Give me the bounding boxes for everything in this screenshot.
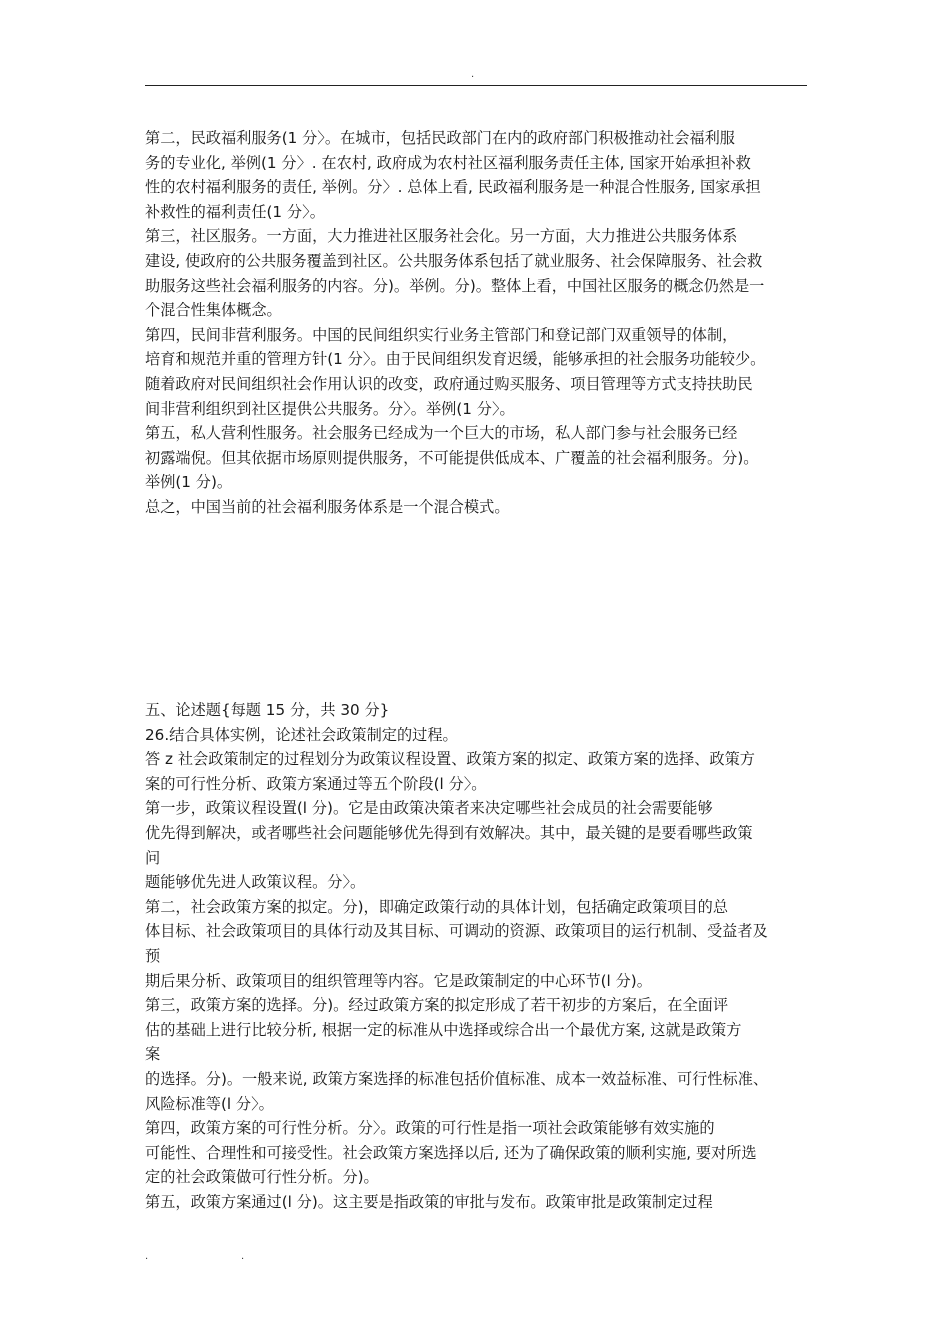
body-section-bottom (145, 698, 817, 1214)
body-section-top (145, 126, 817, 520)
text-line: 第二，社会政策方案的拟定。分)，即确定政策行动的具体计划，包括确定政策项目的总 (145, 897, 729, 916)
text-line: 第三，政策方案的选择。分)。经过政策方案的拟定形成了若干初步的方案后，在全面评 (145, 996, 729, 1015)
text-line: 案的可行性分析、政策方案通过等五个阶段(l 分〉。 (145, 774, 487, 793)
text-line: 优先得到解决，或者哪些社会问题能够优先得到有效解决。其中，最关键的是要看哪些政策 (145, 823, 753, 842)
text-line: 初露端倪。但其依据市场原则提供服务，不可能提供低成本、广覆盖的社会福利服务。分)。 (145, 448, 759, 467)
text-line: 培育和规范并重的管理方针(1 分〉。由于民间组织发育迟缓，能够承担的社会服务功能较少。 (145, 350, 766, 369)
text-line: 第四，民间非营利服务。中国的民间组织实行业务主管部门和登记部门双重领导的体制， (145, 325, 738, 344)
text-line: 第四，政策方案的可行性分析。分〉。政策的可行性是指一项社会政策能够有效实施的 (145, 1119, 715, 1138)
text-line: 问 (145, 848, 161, 867)
text-line: 总之，中国当前的社会福利服务体系是一个混合模式。 (145, 497, 510, 516)
text-line: 务的专业化, 举例(1 分〉. 在农村, 政府成为农村社区福利服务责任主体, 国家开始承担补救 (145, 153, 751, 172)
text-line: 第一步，政策议程设置(l 分)。它是由政策决策者来决定哪些社会成员的社会需要能够 (145, 799, 713, 818)
text-line: 随着政府对民间组织社会作用认识的改变，政府通过购买服务、项目管理等方式支持扶助民 (145, 374, 753, 393)
footer-mark-right: . (241, 1251, 245, 1262)
text-line: 补救性的福利责任(1 分〉。 (145, 202, 325, 221)
text-line: 第五，私人营利性服务。社会服务已经成为一个巨大的市场，私人部门参与社会服务已经 (145, 424, 738, 443)
text-line: 可能性、合理性和可接受性。社会政策方案选择以后, 还为了确保政策的顺利实施, 要对所选 (145, 1143, 757, 1162)
footer-mark-left: . (145, 1251, 149, 1262)
text-line: 定的社会政策做可行性分析。分)。 (145, 1168, 379, 1187)
text-line: 体目标、社会政策项目的具体行动及其目标、可调动的资源、政策项目的运行机制、受益者及 (145, 922, 768, 941)
text-line: 性的农村福利服务的责任, 举例。分〉. 总体上看, 民政福利服务是一种混合性服务, 国家承担 (145, 178, 761, 197)
text-line: 助服务这些社会福利服务的内容。分)。举例。分)。整体上看，中国社区服务的概念仍然是一 (145, 276, 765, 295)
header-mark: . (471, 69, 475, 80)
text-line: 个混合性集体概念。 (145, 301, 282, 320)
text-line: 举例(1 分)。 (145, 473, 233, 492)
text-line: 案 (145, 1045, 161, 1064)
text-line: 建设, 使政府的公共服务覆盖到社区。公共服务体系包括了就业服务、社会保障服务、社会救 (145, 251, 763, 270)
text-line: 答 z 社会政策制定的过程划分为政策议程设置、政策方案的拟定、政策方案的选择、政策方 (145, 750, 755, 769)
text-line: 第二，民政福利服务(1 分〉。在城市，包括民政部门在内的政府部门积极推动社会福利服 (145, 129, 735, 147)
question-title: 26.结合具体实例，论述社会政策制定的过程。 (145, 725, 458, 744)
text-line: 估的基础上进行比较分析, 根据一定的标准从中选择或综合出一个最优方案, 这就是政策方 (145, 1020, 742, 1039)
footer-marks (145, 1252, 255, 1264)
text-line: 期后果分析、政策项目的组织管理等内容。它是政策制定的中心环节(l 分)。 (145, 971, 652, 990)
text-line: 第五，政策方案通过(l 分)。这主要是指政策的审批与发布。政策审批是政策制定过程 (145, 1192, 713, 1211)
header-rule (145, 85, 807, 86)
text-line: 风险标准等(l 分〉。 (145, 1094, 274, 1113)
text-line: 第三，社区服务。一方面，大力推进社区服务社会化。另一方面，大力推进公共服务体系 (145, 227, 738, 246)
text-line: 间非营利组织到社区提供公共服务。分〉。举例(1 分〉。 (145, 399, 515, 418)
text-line: 题能够优先进人政策议程。分〉。 (145, 873, 366, 892)
text-line: 的选择。分)。一般来说, 政策方案选择的标准包括价值标准、成本一效益标准、可行性标准、 (145, 1069, 769, 1088)
section-heading: 五、论述题{每题 15 分，共 30 分} (145, 701, 390, 719)
text-line: 预 (145, 946, 161, 965)
